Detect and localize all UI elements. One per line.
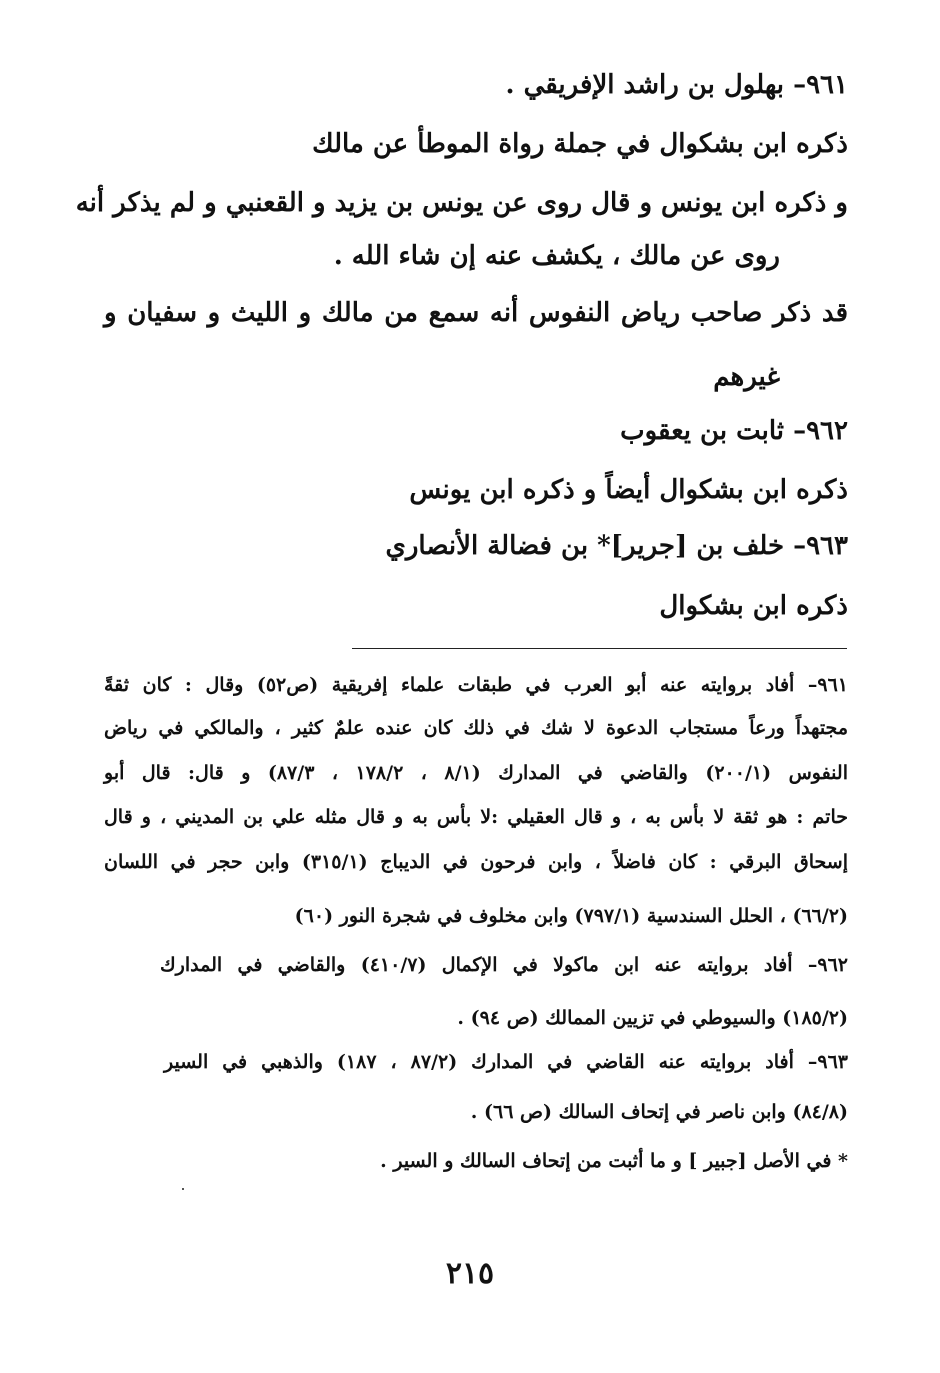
entry-961-text-line: ذكره ابن بشكوال في جملة رواة الموطأ عن مالك — [312, 129, 848, 159]
footnote-line: إسحاق البرقي : كان فاضلاً ، وابن فرحون في الديباج (٣١٥/١) وابن حجر في اللسان — [104, 851, 848, 873]
entry-961-text-line: غيرهم — [713, 362, 780, 392]
footnote-line: * في الأصل [جبير ] و ما أثبت من إتحاف السالك و السير . — [380, 1150, 848, 1172]
footnote-line: حاتم : هو ثقة لا بأس به ، و قال العقيلي :لا بأس به و قال مثله علي بن المديني ، و قال — [104, 806, 848, 828]
footnote-line: (٦٦/٢) ، الحلل السندسية (٧٩٧/١) وابن مخلوف في شجرة النور (٦٠) — [294, 905, 848, 927]
footnote-line: ٩٦٢– أفاد بروايته عنه ابن ماكولا في الإكمال (٤١٠/٧) والقاضي في المدارك — [160, 954, 848, 976]
scan-speck — [182, 1188, 184, 1190]
footnote-line: (١٨٥/٢) والسيوطي في تزيين الممالك (ص ٩٤) . — [457, 1007, 848, 1029]
entry-961-heading: ٩٦١– بهلول بن راشد الإفريقي . — [505, 70, 848, 100]
footnote-line: (٨٤/٨) وابن ناصر في إتحاف السالك (ص ٦٦) . — [470, 1101, 848, 1123]
footnote-separator — [352, 648, 847, 649]
entry-962-text-line: ذكره ابن بشكوال أيضاً و ذكره ابن يونس — [409, 475, 848, 505]
entry-961-text-line: و ذكره ابن يونس و قال روى عن يونس بن يزيد و القعنبي و لم يذكر أنه — [75, 188, 848, 218]
footnote-line: مجتهداً ورعاً مستجاب الدعوة لا شك في ذلك كان عنده علمٌ كثير ، والمالكي في رياض — [104, 717, 848, 739]
page-number: ٢١٥ — [445, 1256, 495, 1291]
entry-963-heading: ٩٦٣– خلف بن [جرير]* بن فضالة الأنصاري — [385, 531, 848, 561]
footnote-line: ٩٦٣– أفاد بروايته عنه القاضي في المدارك (٨٧/٢ ، ١٨٧) والذهبي في السير — [164, 1051, 848, 1073]
entry-962-heading: ٩٦٢– ثابت بن يعقوب — [620, 416, 848, 446]
footnote-line: ٩٦١– أفاد بروايته عنه أبو العرب في طبقات علماء إفريقية (ص٥٢) وقال : كان ثقةً — [104, 674, 848, 696]
entry-961-text-line: قد ذكر صاحب رياض النفوس أنه سمع من مالك و الليث و سفيان و — [104, 298, 848, 328]
footnote-line: النفوس (٢٠٠/١) والقاضي في المدارك (٨/١ ، ١٧٨/٢ ، ٨٧/٣) و قال: قال أبو — [104, 762, 848, 784]
entry-963-text-line: ذكره ابن بشكوال — [659, 591, 848, 621]
entry-961-text-line: روى عن مالك ، يكشف عنه إن شاء الله . — [333, 241, 780, 271]
